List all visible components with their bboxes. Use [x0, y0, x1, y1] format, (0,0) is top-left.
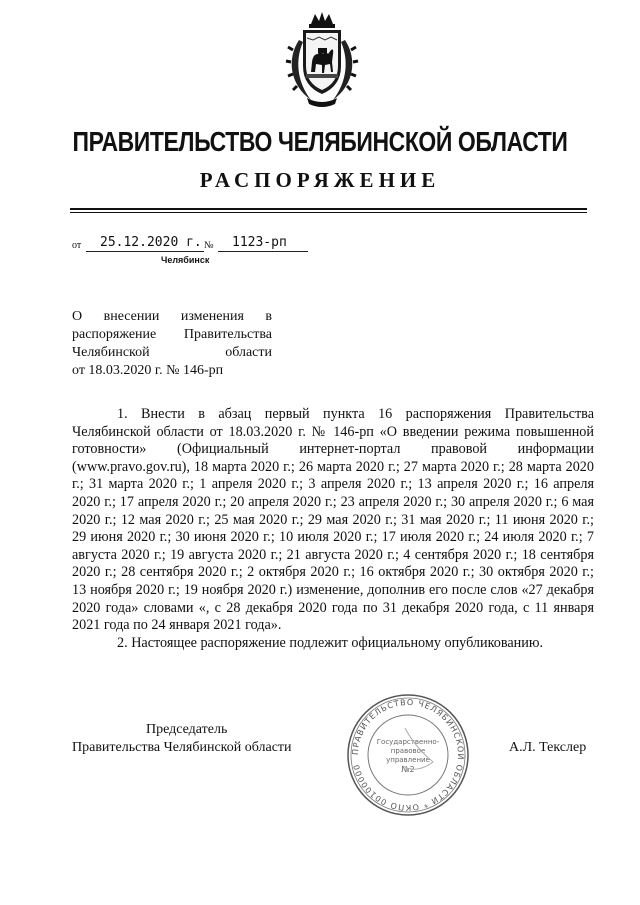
stamp-inner-line: правовое [390, 747, 426, 755]
document-date: 25.12.2020 г. [100, 235, 202, 250]
government-name: Правительства Челябинской области [72, 740, 292, 755]
signer-name: А.Л. Текслер [509, 740, 587, 755]
document-subject [72, 308, 272, 380]
government-title: ПРАВИТЕЛЬСТВО ЧЕЛЯБИНСКОЙ ОБЛАСТИ [72, 126, 568, 157]
number-label: № [204, 240, 214, 251]
body-paragraph-2: 2. Настоящее распоряжение подлежит официальному опубликованию. [117, 634, 544, 651]
date-underline [86, 251, 204, 252]
subject-line: Челябинской области [72, 345, 272, 360]
chair-title: Председатель [146, 722, 228, 737]
stamp-inner-line: Государственно- [376, 738, 440, 746]
document-type-title: РАСПОРЯЖЕНИЕ [199, 168, 441, 192]
body-paragraph-1: 1. Внести в абзац первый пункта 16 распоряжения Правительства Челябинской области от 18.03.2020 г. № 146-рп «О введении режима повышенной готовности» (Официальный интернет-портал правовой информации (www.pravo.gov.ru), 18 марта 2020 г.; 26 марта 2020 г.; 27 марта 2020 г.; 28 марта 2020 г.; 31 марта 2020 г.; 1 апреля 2020 г.; 3 апреля 2020 г.; 13 апреля 2020 г.; 16 апреля 2020 г.; 17 апреля 2020 г.; 20 апреля 2020 г.; 23 апреля 2020 г.; 30 апреля 2020 г.; 6 мая 2020 г.; 12 мая 2020 г.; 25 мая 2020 г.; 29 мая 2020 г.; 31 мая 2020 г.; 11 июня 2020 г.; 29 июня 2020 г.; 30 июня 2020 г.; 10 июля 2020 г.; 17 июля 2020 г.; 24 июля 2020 г.; 7 августа 2020 г.; 19 августа 2020 г.; 21 августа 2020 г.; 4 сентября 2020 г.; 18 сентября 2020 г.; 28 сентября 2020 г.; 2 октября 2020 г.; 16 октября 2020 г.; 30 октября 2020 г.; 13 ноября 2020 г.; 19 ноября 2020 г.) изменение, дополнив его после слов «27 декабря 2020 года» словами «, с 28 декабря 2020 года по 31 декабря 2020 года, с 11 января 2021 года по 24 января 2021 года». [72, 406, 594, 634]
number-underline [218, 251, 308, 252]
subject-line: от 18.03.2020 г. № 146-рп [72, 363, 224, 378]
from-label: от [72, 240, 82, 251]
registration-line [72, 235, 372, 255]
document-body [72, 406, 594, 652]
stamp-outer-text: ПРАВИТЕЛЬСТВО ЧЕЛЯБИНСКОЙ ОБЛАСТИ * ОКПО 00100000 [350, 697, 466, 813]
header-divider-thin [70, 212, 587, 213]
coat-of-arms-icon [285, 10, 359, 108]
document-number: 1123-рп [232, 235, 287, 250]
official-stamp-icon [345, 692, 471, 818]
stamp-inner-line: №2 [401, 765, 415, 774]
subject-line: распоряжение Правительства [72, 327, 272, 342]
header-divider-thick [70, 208, 587, 210]
subject-line: О внесении изменения в [72, 309, 272, 324]
issue-city: Челябинск [161, 255, 210, 265]
stamp-inner-line: управление [386, 756, 430, 764]
